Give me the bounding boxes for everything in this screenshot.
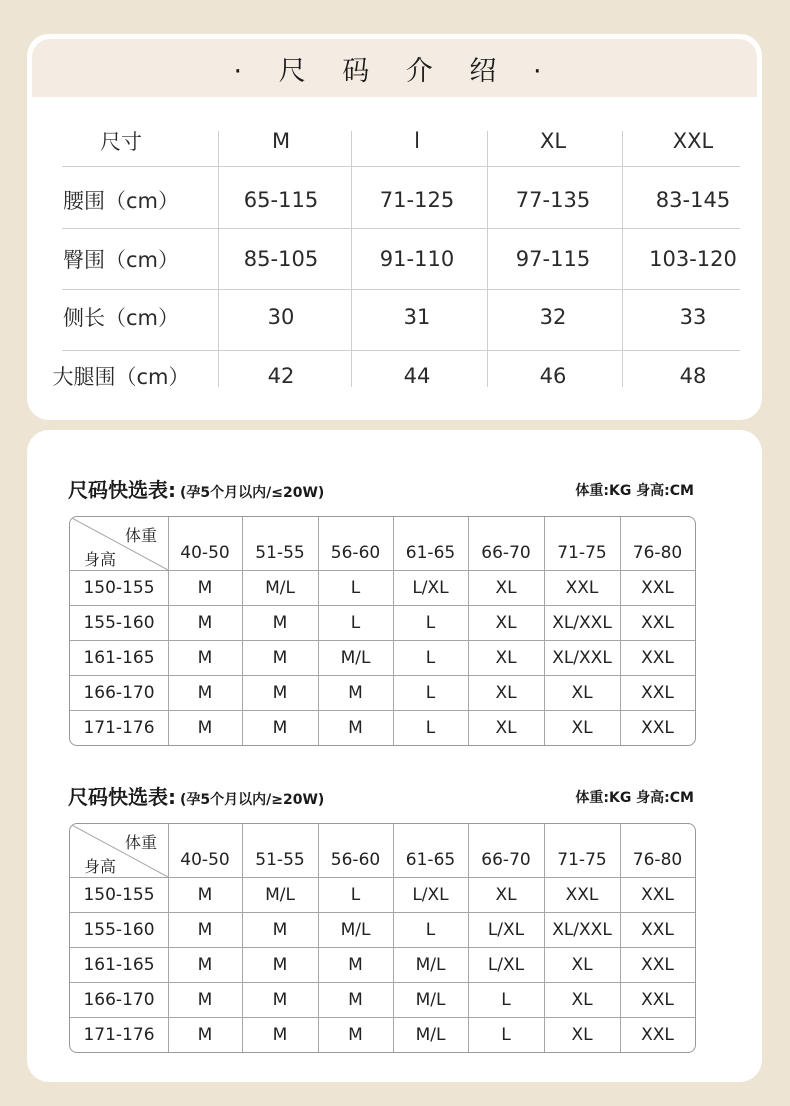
size-cell: M xyxy=(272,647,288,668)
size-table-cell: 32 xyxy=(539,305,567,329)
height-row-label: 166-170 xyxy=(83,682,155,703)
size-cell: L xyxy=(350,612,361,633)
size-cell: M xyxy=(197,1024,213,1045)
size-cell: XL xyxy=(495,647,517,668)
weight-header-cell: 71-75 xyxy=(557,849,607,870)
size-cell: M xyxy=(197,717,213,738)
size-table-header-cell: 尺寸 xyxy=(100,130,142,154)
size-cell: XXL xyxy=(641,717,674,738)
size-cell: M xyxy=(272,682,288,703)
corner-weight-label: 体重 xyxy=(125,833,158,852)
size-cell: M/L xyxy=(265,884,295,905)
size-table-cell: 42 xyxy=(267,364,295,388)
size-cell: XXL xyxy=(641,682,674,703)
size-cell: XL/XXL xyxy=(552,612,612,633)
size-table-cell: 大腿围（cm） xyxy=(52,365,190,389)
size-table-cell: 103-120 xyxy=(649,247,737,271)
size-cell: XXL xyxy=(641,919,674,940)
size-table-cell: 侧长（cm） xyxy=(62,306,179,330)
table-divider xyxy=(62,228,740,229)
size-cell: M xyxy=(348,954,363,975)
size-table-cell: 77-135 xyxy=(515,188,591,212)
units-label: 体重:KG 身高:CM xyxy=(575,483,694,499)
quick-select-table xyxy=(69,823,696,1053)
size-cell: XL xyxy=(571,682,593,703)
size-cell: M/L xyxy=(340,647,371,668)
size-cell: M/L xyxy=(265,577,295,598)
size-cell: L xyxy=(425,682,436,703)
size-cell: L/XL xyxy=(412,884,449,905)
size-table-cell: 85-105 xyxy=(243,247,319,271)
size-cell: M xyxy=(348,1024,363,1045)
size-intro-banner: · 尺 码 介 绍 · xyxy=(32,39,757,97)
size-table-header-cell: l xyxy=(414,129,420,153)
table-divider xyxy=(70,877,695,878)
size-cell: M xyxy=(197,989,213,1010)
size-cell: L xyxy=(501,989,511,1010)
size-cell: XXL xyxy=(641,954,674,975)
height-row-label: 171-176 xyxy=(83,1024,155,1045)
size-cell: XL xyxy=(495,612,517,633)
table-divider xyxy=(468,824,469,1052)
table-divider xyxy=(70,912,695,913)
weight-header-cell: 40-50 xyxy=(180,849,230,870)
table-divider xyxy=(70,947,695,948)
corner-height-label: 身高 xyxy=(84,857,117,876)
size-cell: XL/XXL xyxy=(552,919,612,940)
size-cell: M xyxy=(348,717,363,738)
weight-header-cell: 71-75 xyxy=(557,542,607,563)
size-cell: M/L xyxy=(415,989,446,1010)
size-cell: M xyxy=(348,682,363,703)
size-table-cell: 31 xyxy=(403,305,431,329)
size-cell: M xyxy=(197,682,213,703)
size-cell: XL xyxy=(571,717,593,738)
size-cell: M xyxy=(272,612,288,633)
table-divider xyxy=(70,640,695,641)
height-row-label: 161-165 xyxy=(83,647,155,668)
weight-header-cell: 76-80 xyxy=(632,849,683,870)
table-divider xyxy=(620,517,621,745)
height-row-label: 150-155 xyxy=(83,884,155,905)
height-row-label: 155-160 xyxy=(83,919,155,940)
size-cell: XL xyxy=(495,577,517,598)
size-cell: XL xyxy=(495,682,517,703)
size-cell: M xyxy=(272,717,288,738)
height-row-label: 150-155 xyxy=(83,577,155,598)
size-cell: M xyxy=(272,954,288,975)
size-cell: M xyxy=(272,989,288,1010)
size-cell: L xyxy=(425,612,436,633)
size-cell: M/L xyxy=(340,919,371,940)
weight-header-cell: 56-60 xyxy=(330,542,381,563)
table-divider xyxy=(318,517,319,745)
size-table-header-cell: M xyxy=(271,129,291,153)
table-divider xyxy=(318,824,319,1052)
table-divider xyxy=(70,710,695,711)
units-label: 体重:KG 身高:CM xyxy=(575,790,694,806)
size-cell: M xyxy=(197,954,213,975)
size-cell: XXL xyxy=(641,884,674,905)
size-cell: XL xyxy=(495,717,517,738)
size-table-cell: 71-125 xyxy=(379,188,455,212)
table-divider xyxy=(70,982,695,983)
size-table-cell: 30 xyxy=(267,305,295,329)
table-divider xyxy=(242,517,243,745)
weight-header-cell: 56-60 xyxy=(330,849,381,870)
size-cell: XL xyxy=(571,989,593,1010)
weight-header-cell: 51-55 xyxy=(255,542,305,563)
size-cell: L xyxy=(425,919,436,940)
height-row-label: 171-176 xyxy=(83,717,155,738)
size-cell: XXL xyxy=(641,1024,674,1045)
corner-height-label: 身高 xyxy=(84,550,117,569)
table-divider xyxy=(70,570,695,571)
table-divider xyxy=(168,517,169,745)
size-table xyxy=(27,34,762,420)
weight-header-cell: 40-50 xyxy=(180,542,230,563)
size-cell: XL xyxy=(571,954,593,975)
size-cell: XXL xyxy=(641,989,674,1010)
table-divider xyxy=(62,289,740,290)
size-cell: M xyxy=(197,612,213,633)
weight-header-cell: 61-65 xyxy=(405,849,456,870)
size-intro-card xyxy=(27,34,762,420)
size-table-cell: 91-110 xyxy=(379,247,455,271)
table-divider xyxy=(468,517,469,745)
table-divider xyxy=(393,824,394,1052)
size-cell: XXL xyxy=(641,612,674,633)
size-table-cell: 46 xyxy=(539,364,567,388)
table-divider xyxy=(487,131,488,387)
size-cell: XL xyxy=(571,1024,593,1045)
size-cell: XXL xyxy=(641,647,674,668)
size-cell: M xyxy=(197,919,213,940)
table-divider xyxy=(70,675,695,676)
table-divider xyxy=(620,824,621,1052)
table-divider xyxy=(70,605,695,606)
size-cell: M xyxy=(348,989,363,1010)
quick-select-note: (孕5个月以内/≥20W) xyxy=(180,792,325,808)
table-divider xyxy=(622,131,623,387)
size-cell: M/L xyxy=(415,1024,446,1045)
size-table-cell: 97-115 xyxy=(515,247,591,271)
weight-header-cell: 76-80 xyxy=(632,542,683,563)
size-cell: M xyxy=(197,884,213,905)
height-row-label: 161-165 xyxy=(83,954,155,975)
weight-header-cell: 61-65 xyxy=(405,542,456,563)
weight-header-cell: 51-55 xyxy=(255,849,305,870)
size-cell: L xyxy=(350,884,361,905)
quick-select-table xyxy=(69,516,696,746)
size-table-cell: 腰围（cm） xyxy=(62,189,179,213)
size-cell: M xyxy=(272,1024,288,1045)
table-divider xyxy=(168,824,169,1052)
quick-select-title: 尺码快选表: (孕5个月以内/≥20W) xyxy=(68,785,325,809)
table-divider xyxy=(242,824,243,1052)
table-divider xyxy=(70,1017,695,1018)
table-divider xyxy=(544,517,545,745)
table-divider xyxy=(393,517,394,745)
size-cell: L/XL xyxy=(487,954,525,975)
quick-select-card xyxy=(27,430,762,1082)
size-table-cell: 65-115 xyxy=(243,188,319,212)
size-table-cell: 83-145 xyxy=(655,188,731,212)
height-row-label: 155-160 xyxy=(83,612,155,633)
height-row-label: 166-170 xyxy=(83,989,155,1010)
size-cell: L xyxy=(350,577,361,598)
size-cell: L/XL xyxy=(412,577,449,598)
table-divider xyxy=(62,166,740,167)
size-cell: XXL xyxy=(641,577,674,598)
size-cell: XL/XXL xyxy=(552,647,612,668)
size-cell: XL xyxy=(495,884,517,905)
size-cell: L/XL xyxy=(487,919,525,940)
size-table-header-cell: XL xyxy=(539,129,567,153)
table-divider xyxy=(62,350,740,351)
size-cell: L xyxy=(425,717,436,738)
table-divider xyxy=(351,131,352,387)
corner-weight-label: 体重 xyxy=(125,526,158,545)
size-table-cell: 44 xyxy=(403,364,431,388)
size-cell: M/L xyxy=(415,954,446,975)
size-cell: M xyxy=(272,919,288,940)
size-cell: L xyxy=(425,647,436,668)
size-cell: M xyxy=(197,577,213,598)
size-table-cell: 33 xyxy=(679,305,707,329)
weight-header-cell: 66-70 xyxy=(481,849,531,870)
size-table-cell: 48 xyxy=(679,364,707,388)
size-cell: XXL xyxy=(565,884,599,905)
table-divider xyxy=(218,131,219,387)
size-table-cell: 臀围（cm） xyxy=(62,248,179,272)
size-cell: XXL xyxy=(565,577,599,598)
size-table-header-cell: XXL xyxy=(672,129,714,153)
quick-select-note: (孕5个月以内/≤20W) xyxy=(180,485,325,501)
table-divider xyxy=(544,824,545,1052)
size-cell: M xyxy=(197,647,213,668)
size-cell: L xyxy=(501,1024,511,1045)
quick-select-title: 尺码快选表: (孕5个月以内/≤20W) xyxy=(68,478,325,502)
weight-header-cell: 66-70 xyxy=(481,542,531,563)
